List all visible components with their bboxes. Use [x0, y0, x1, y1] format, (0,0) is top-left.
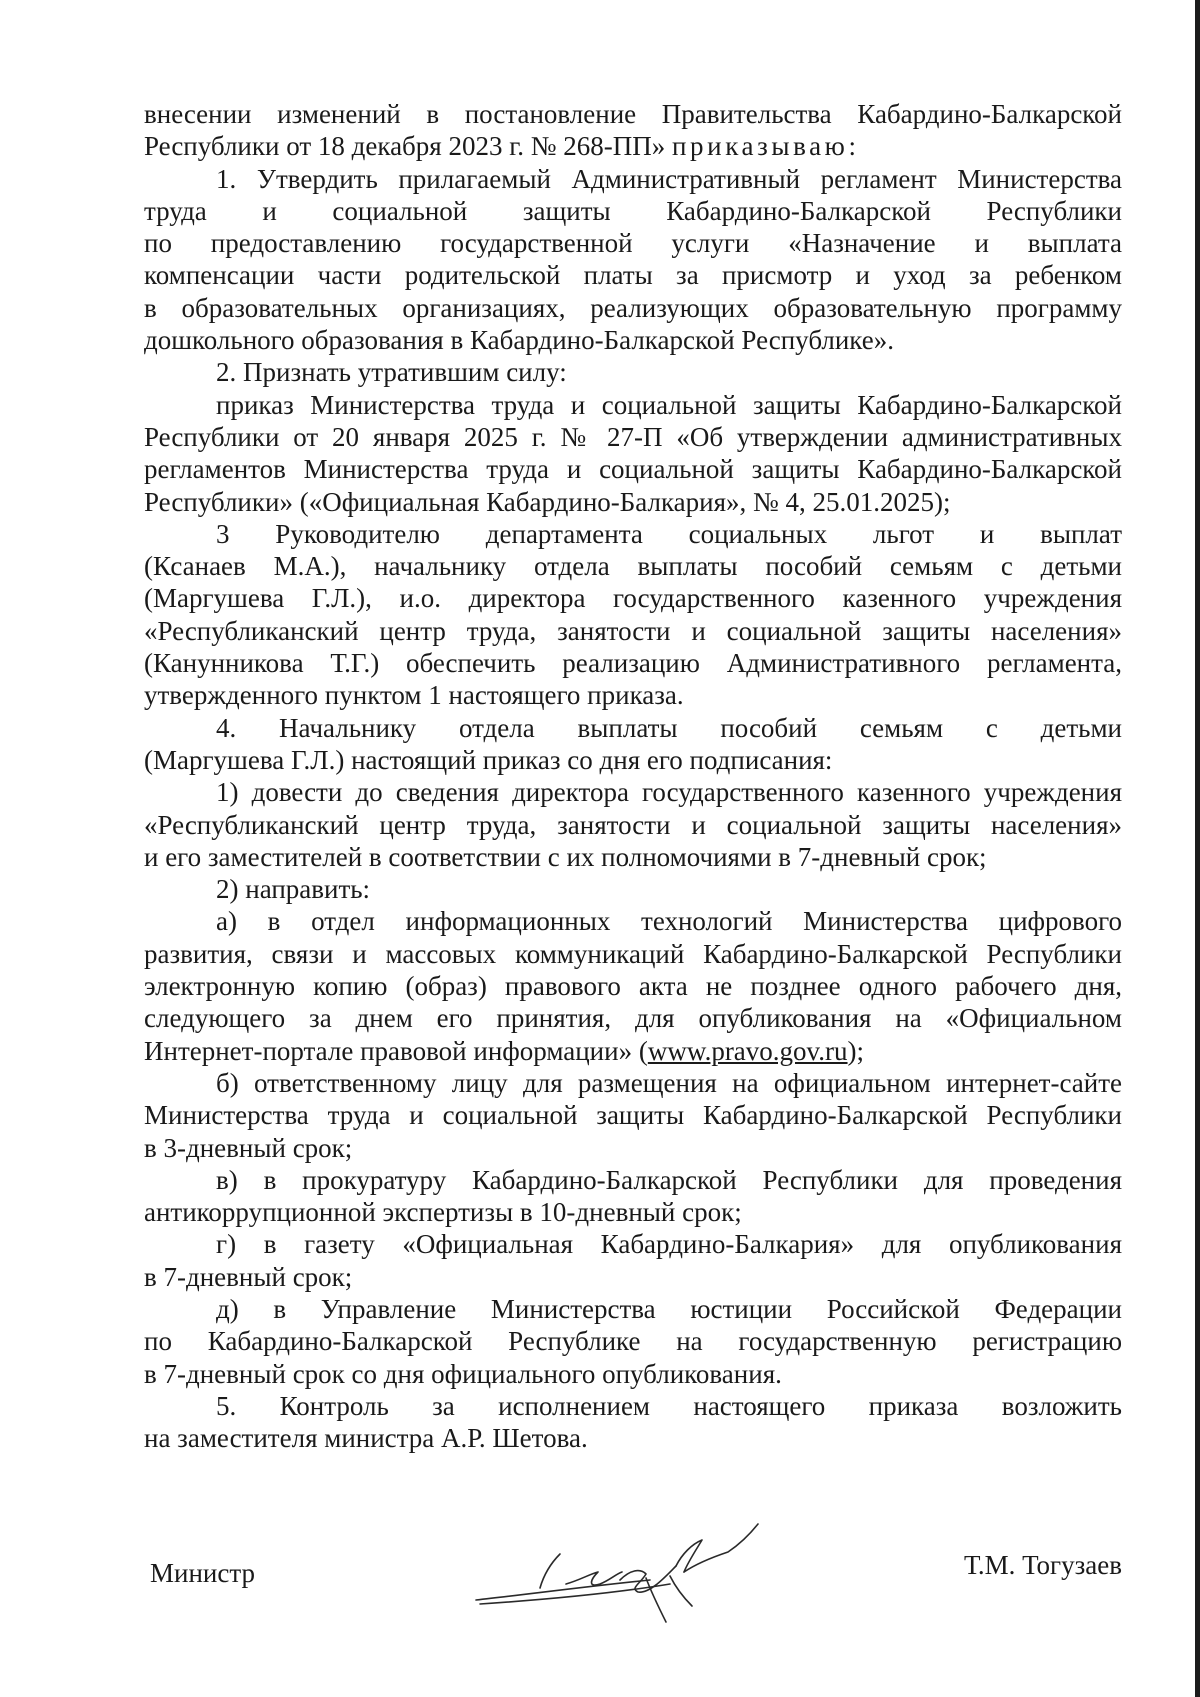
p4-2a-line: следующего за днем его принятия, для опубликования на «Официальном [144, 1003, 1122, 1034]
document-body [144, 98, 1122, 1454]
p4-2a-last-text: Интернет-портале правовой информации» ( [144, 1035, 648, 1066]
p1-line: по предоставлению государственной услуги «Назначение и выплата [144, 228, 1122, 259]
p4-2d-line: д) в Управление Министерства юстиции Российской Федерации [216, 1293, 1122, 1324]
p3-line: «Республиканский центр труда, занятости и социальной защиты населения» [144, 615, 1122, 646]
p4-2a-line: электронную копию (образ) правового акта не позднее одного рабочего дня, [144, 971, 1122, 1002]
p4-2-heading: 2) направить: [216, 874, 371, 905]
p4-2b-line: Министерства труда и социальной защиты Кабардино-Балкарской Республики [144, 1100, 1122, 1131]
p5-line: на заместителя министра А.Р. Шетова. [144, 1423, 588, 1454]
scan-edge-border [1195, 0, 1200, 1697]
p2-line: Республики» («Официальная Кабардино-Балкария», № 4, 25.01.2025); [144, 486, 951, 517]
p1-line: в образовательных организациях, реализующих образовательную программу [144, 292, 1122, 323]
p3-line: (Канунникова Т.Г.) обеспечить реализацию Административного регламента, [144, 648, 1122, 679]
p3-line: (Ксанаев М.А.), начальнику отдела выплаты пособий семьям с детьми [144, 551, 1122, 582]
p4-1-line: «Республиканский центр труда, занятости и социальной защиты населения» [144, 809, 1122, 840]
p4-2v-line: в) в прокуратуру Кабардино-Балкарской Республики для проведения [216, 1164, 1122, 1195]
p1-line: труда и социальной защиты Кабардино-Балкарской Республики [144, 195, 1122, 226]
p4-2a-last-tail: ); [847, 1035, 865, 1066]
p4-2g-line: в 7-дневный срок; [144, 1261, 353, 1292]
p2-line: приказ Министерства труда и социальной защиты Кабардино-Балкарской [216, 389, 1122, 420]
p3-line: (Маргушева Г.Л.), и.о. директора государственного казенного учреждения [144, 583, 1122, 614]
pravo-url-link[interactable]: www.pravo.gov.ru [647, 1035, 848, 1066]
p2-line: Республики от 20 января 2025 г. № 27-П «Об утверждении административных [144, 421, 1122, 452]
p4-2a-line: развития, связи и массовых коммуникаций Кабардино-Балкарской Республики [144, 938, 1122, 969]
signatory-title: Министр [150, 1558, 255, 1588]
p4-line: (Маргушева Г.Л.) настоящий приказ со дня его подписания: [144, 744, 833, 775]
p4-2a-line: а) в отдел информационных технологий Министерства цифрового [216, 906, 1122, 937]
p4-2d-line: по Кабардино-Балкарской Республике на государственную регистрацию [144, 1326, 1122, 1357]
signature-block [144, 1536, 1122, 1616]
intro-line-2-text: Республики от 18 декабря 2023 г. № 268-ПП» [144, 131, 672, 162]
p4-2g-line: г) в газету «Официальная Кабардино-Балкария» для опубликования [216, 1229, 1122, 1260]
p1-line: дошкольного образования в Кабардино-Балкарской Республике». [144, 325, 894, 356]
p1-line: компенсации части родительской платы за присмотр и уход за ребенком [144, 260, 1122, 291]
p4-1-line: 1) довести до сведения директора государственного казенного учреждения [216, 777, 1122, 808]
p1-line: 1. Утвердить прилагаемый Административный регламент Министерства [216, 163, 1122, 194]
p3-line: 3 Руководителю департамента социальных льгот и выплат [216, 518, 1122, 549]
p4-2b-line: б) ответственному лицу для размещения на официальном интернет-сайте [216, 1067, 1122, 1098]
order-word: приказываю: [672, 131, 860, 162]
intro-line-2 [144, 130, 1122, 162]
p2-heading: 2. Признать утратившим силу: [216, 357, 567, 388]
intro-line-1: внесении изменений в постановление Правительства Кабардино-Балкарской [144, 99, 1122, 129]
p4-2a-line [144, 1035, 1122, 1067]
p3-line: утвержденного пунктом 1 настоящего приказа. [144, 680, 684, 711]
p4-line: 4. Начальнику отдела выплаты пособий семьям с детьми [216, 712, 1122, 743]
p4-1-line: и его заместителей в соответствии с их полномочиями в 7-дневный срок; [144, 841, 987, 872]
signatory-name: Т.М. Тогузаев [964, 1550, 1122, 1580]
p5-line: 5. Контроль за исполнением настоящего приказа возложить [216, 1390, 1122, 1421]
p4-2b-line: в 3-дневный срок; [144, 1132, 353, 1163]
handwritten-signature [470, 1514, 770, 1624]
p4-2v-line: антикоррупционной экспертизы в 10-дневный срок; [144, 1197, 742, 1228]
p2-line: регламентов Министерства труда и социальной защиты Кабардино-Балкарской [144, 454, 1122, 485]
p4-2d-line: в 7-дневный срок со дня официального опубликования. [144, 1358, 782, 1389]
